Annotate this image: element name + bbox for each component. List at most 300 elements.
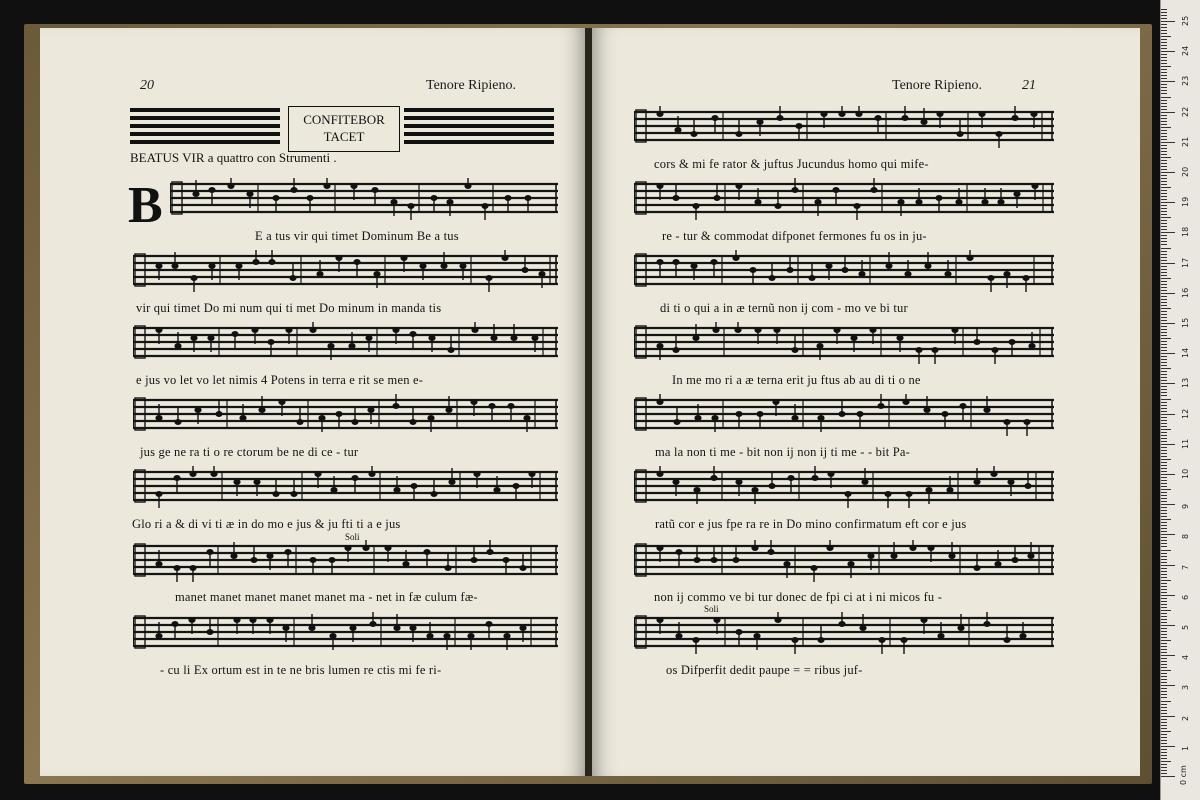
ruler-tick — [1161, 598, 1167, 599]
ruler-tick — [1161, 595, 1175, 596]
ruler-tick — [1161, 540, 1167, 541]
ruler-tick — [1161, 441, 1167, 442]
ruler-tick — [1161, 84, 1167, 85]
ruler-tick — [1161, 260, 1167, 261]
ruler-tick — [1161, 504, 1175, 505]
ruler-tick — [1161, 679, 1167, 680]
ruler-tick — [1161, 640, 1171, 641]
ruler-tick — [1161, 489, 1171, 490]
ruler-tick — [1161, 667, 1167, 668]
ruler-tick — [1161, 673, 1167, 674]
ruler-tick — [1161, 402, 1167, 403]
ruler-tick — [1161, 69, 1167, 70]
ruler-tick — [1161, 574, 1167, 575]
ruler-number: 25 — [1181, 15, 1190, 26]
ruler-tick — [1161, 160, 1167, 161]
ruler-tick — [1161, 356, 1167, 357]
ruler-tick — [1161, 477, 1167, 478]
ruler-tick — [1161, 377, 1167, 378]
ruler-tick — [1161, 619, 1167, 620]
ruler-tick — [1161, 199, 1167, 200]
ruler-tick — [1161, 423, 1167, 424]
ruler-tick — [1161, 166, 1167, 167]
ruler-tick — [1161, 755, 1167, 756]
ruler-tick — [1161, 731, 1171, 732]
music-staff-r1 — [634, 106, 1054, 148]
title-line-2: TACET — [323, 129, 365, 144]
lyric-line-5: Glo ri a & di vi ti æ in do mo e jus & ju fti ti a e jus — [132, 517, 401, 531]
ruler-tick — [1161, 57, 1167, 58]
ruler-tick — [1161, 130, 1167, 131]
title-line-1: CONFITEBOR — [303, 112, 385, 127]
ruler-tick — [1161, 465, 1167, 466]
ruler-tick — [1161, 296, 1167, 297]
ruler-tick — [1161, 556, 1167, 557]
ruler-number: 3 — [1181, 685, 1190, 691]
ruler-tick — [1161, 154, 1167, 155]
ruler-tick — [1161, 646, 1167, 647]
ruler-tick — [1161, 335, 1167, 336]
ruler-tick — [1161, 392, 1167, 393]
ruler-tick — [1161, 438, 1167, 439]
music-staff-3 — [133, 322, 558, 364]
ruler-tick — [1161, 513, 1167, 514]
ruler-tick — [1161, 577, 1167, 578]
music-staff-4 — [133, 394, 558, 436]
ruler-tick — [1161, 722, 1167, 723]
ruler-tick — [1161, 368, 1171, 369]
ruler-tick — [1161, 15, 1167, 16]
ruler-tick — [1161, 456, 1167, 457]
ruler-tick — [1161, 344, 1167, 345]
ruler-tick — [1161, 607, 1167, 608]
ruler-tick — [1161, 163, 1167, 164]
ruler-tick — [1161, 75, 1167, 76]
ruler-tick — [1161, 314, 1167, 315]
ruler-tick — [1161, 643, 1167, 644]
ruler-tick — [1161, 63, 1167, 64]
ruler-tick — [1161, 405, 1167, 406]
ruler-tick — [1161, 483, 1167, 484]
ruler-tick — [1161, 761, 1171, 762]
ruler-tick — [1161, 507, 1167, 508]
ruler-tick — [1161, 450, 1167, 451]
ruler-tick — [1161, 36, 1171, 37]
ruler-tick — [1161, 719, 1167, 720]
ruler-tick — [1161, 417, 1167, 418]
ruler-number: 4 — [1181, 655, 1190, 661]
ruler-tick — [1161, 287, 1167, 288]
ruler-tick — [1161, 510, 1167, 511]
ruler-tick — [1161, 220, 1167, 221]
ruler-tick — [1161, 604, 1167, 605]
ruler-tick — [1161, 380, 1167, 381]
ruler-tick — [1161, 329, 1167, 330]
ruler-tick — [1161, 290, 1167, 291]
ruler-tick — [1161, 269, 1167, 270]
ruler-tick — [1161, 728, 1167, 729]
ruler-tick — [1161, 383, 1175, 384]
ruler-number: 12 — [1181, 408, 1190, 419]
ruler-tick — [1161, 109, 1167, 110]
initial-letter: B — [128, 177, 163, 234]
ruler-tick — [1161, 45, 1167, 46]
ruler-tick — [1161, 229, 1167, 230]
ruler-tick — [1161, 302, 1167, 303]
ruler-tick — [1161, 100, 1167, 101]
ruler-tick — [1161, 115, 1167, 116]
ruler-tick — [1161, 365, 1167, 366]
ruler-tick — [1161, 543, 1167, 544]
ruler-tick — [1161, 637, 1167, 638]
ruler-number: 13 — [1181, 378, 1190, 389]
ruler-tick — [1161, 332, 1167, 333]
ruler-tick — [1161, 737, 1167, 738]
ruler-tick — [1161, 81, 1175, 82]
ruler-number: 24 — [1181, 46, 1190, 57]
lyric-line-4: jus ge ne ra ti o re ctorum be ne di ce - tur — [140, 445, 359, 459]
ruler-number: 5 — [1181, 624, 1190, 630]
ruler-tick — [1161, 78, 1167, 79]
lyric-line-3: e jus vo let vo let nimis 4 Potens in terra e rit se men e- — [136, 373, 424, 387]
ruler-tick — [1161, 27, 1167, 28]
lyric-line-r6: ratũ cor e jus fpe ra re in Do mino confirmatum eft cor e jus — [655, 517, 967, 531]
music-staff-r4 — [634, 322, 1054, 364]
ruler-tick — [1161, 238, 1167, 239]
ruler-tick — [1161, 676, 1167, 677]
ruler-tick — [1161, 740, 1167, 741]
lyric-line-2: vir qui timet Do mi num qui ti met Do minum in manda tis — [136, 301, 442, 315]
ruler-tick — [1161, 743, 1167, 744]
ruler-tick — [1161, 54, 1167, 55]
ruler-tick — [1161, 299, 1167, 300]
ruler-tick — [1161, 758, 1167, 759]
ruler-tick — [1161, 124, 1167, 125]
ruler-number: 20 — [1181, 166, 1190, 177]
ruler-tick — [1161, 704, 1167, 705]
ruler-tick — [1161, 178, 1167, 179]
lyric-line-r3: di ti o qui a in æ ternũ non ij com - mo ve bi tur — [660, 301, 908, 315]
ruler-tick — [1161, 773, 1167, 774]
ruler-number: 11 — [1181, 438, 1190, 449]
ruler-unit-label: 0 cm — [1179, 765, 1188, 785]
ruler-number: 7 — [1181, 564, 1190, 570]
ruler-tick — [1161, 323, 1175, 324]
ruler-tick — [1161, 486, 1167, 487]
ruler-tick — [1161, 670, 1171, 671]
ruler-tick — [1161, 649, 1167, 650]
ruler-tick — [1161, 586, 1167, 587]
ruler-tick — [1161, 583, 1167, 584]
ruler-tick — [1161, 697, 1167, 698]
empty-staff-left — [130, 104, 280, 150]
ruler-tick — [1161, 175, 1167, 176]
ruler-tick — [1161, 196, 1167, 197]
ruler-tick — [1161, 580, 1171, 581]
ruler-number: 14 — [1181, 348, 1190, 359]
ruler-tick — [1161, 139, 1167, 140]
ruler-tick — [1161, 21, 1175, 22]
ruler-tick — [1161, 353, 1175, 354]
ruler-tick — [1161, 226, 1167, 227]
ruler-tick — [1161, 148, 1167, 149]
ruler-tick — [1161, 232, 1175, 233]
ruler-tick — [1161, 386, 1167, 387]
lyric-line-r2: re - tur & commodat difponet fermones fu os in ju- — [662, 229, 927, 243]
ruler-tick — [1161, 93, 1167, 94]
ruler-tick — [1161, 187, 1171, 188]
ruler-tick — [1161, 408, 1167, 409]
ruler-number: 22 — [1181, 106, 1190, 117]
ruler-tick — [1161, 281, 1167, 282]
ruler-tick — [1161, 534, 1175, 535]
ruler-tick — [1161, 589, 1167, 590]
ruler-tick — [1161, 60, 1167, 61]
ruler-tick — [1161, 205, 1167, 206]
ruler-tick — [1161, 414, 1175, 415]
ruler-tick — [1161, 616, 1167, 617]
ruler-tick — [1161, 571, 1167, 572]
page-number: 20 — [140, 78, 154, 93]
ruler-tick — [1161, 713, 1167, 714]
ruler-tick — [1161, 30, 1167, 31]
ruler-tick — [1161, 18, 1167, 19]
ruler-tick — [1161, 429, 1171, 430]
ruler-tick — [1161, 87, 1167, 88]
ruler-number: 23 — [1181, 76, 1190, 87]
ruler-tick — [1161, 320, 1167, 321]
ruler-tick — [1161, 347, 1167, 348]
music-staff-2 — [133, 250, 558, 292]
ruler-tick — [1161, 592, 1167, 593]
ruler-number: 8 — [1181, 534, 1190, 540]
music-staff-r5 — [634, 394, 1054, 436]
ruler-tick — [1161, 308, 1171, 309]
ruler-tick — [1161, 710, 1167, 711]
ruler-tick — [1161, 537, 1167, 538]
ruler-tick — [1161, 338, 1171, 339]
lyric-line-r5: ma la non ti me - bit non ij non ij ti me - - bit Pa- — [655, 445, 911, 459]
ruler-tick — [1161, 622, 1167, 623]
ruler-tick — [1161, 151, 1167, 152]
ruler-tick — [1161, 142, 1175, 143]
ruler-tick — [1161, 746, 1175, 747]
ruler-tick — [1161, 172, 1175, 173]
lyric-line-1: E a tus vir qui timet Dominum Be a tus — [255, 229, 459, 243]
soli-marking: Soli — [704, 604, 719, 614]
ruler-tick — [1161, 447, 1167, 448]
ruler-tick — [1161, 435, 1167, 436]
ruler-tick — [1161, 257, 1167, 258]
ruler-tick — [1161, 326, 1167, 327]
ruler-tick — [1161, 498, 1167, 499]
ruler-tick — [1161, 495, 1167, 496]
ruler-tick — [1161, 516, 1167, 517]
ruler-tick — [1161, 136, 1167, 137]
ruler-tick — [1161, 278, 1171, 279]
ruler-number: 15 — [1181, 317, 1190, 328]
empty-staff-right — [404, 104, 554, 150]
ruler-tick — [1161, 716, 1175, 717]
music-staff-r2 — [634, 178, 1054, 220]
ruler-tick — [1161, 12, 1167, 13]
ruler-number: 18 — [1181, 227, 1190, 238]
ruler-tick — [1161, 770, 1167, 771]
ruler-tick — [1161, 661, 1167, 662]
ruler-tick — [1161, 459, 1171, 460]
ruler-number: 10 — [1181, 468, 1190, 479]
ruler-tick — [1161, 462, 1167, 463]
ruler-tick — [1161, 244, 1167, 245]
ruler-tick — [1161, 305, 1167, 306]
ruler-tick — [1161, 519, 1171, 520]
ruler-tick — [1161, 688, 1167, 689]
ruler-tick — [1161, 652, 1167, 653]
ruler-tick — [1161, 749, 1167, 750]
ruler-tick — [1161, 522, 1167, 523]
running-head: Tenore Ripieno. — [892, 78, 982, 93]
ruler-number: 21 — [1181, 136, 1190, 147]
lyric-line-6: manet manet manet manet manet ma - net in fæ culum fæ- — [175, 590, 478, 604]
ruler-tick — [1161, 51, 1175, 52]
ruler-tick — [1161, 531, 1167, 532]
ruler-tick — [1161, 682, 1167, 683]
ruler-tick — [1161, 254, 1167, 255]
ruler-number: 1 — [1181, 745, 1190, 751]
ruler-tick — [1161, 72, 1167, 73]
ruler-tick — [1161, 528, 1167, 529]
ruler-number: 19 — [1181, 197, 1190, 208]
lyric-line-r7: non ij commo ve bi tur donec de fpi ci at i ni micos fu - — [654, 590, 943, 604]
running-head: Tenore Ripieno. — [426, 78, 516, 93]
ruler-tick — [1161, 208, 1167, 209]
ruler-tick — [1161, 734, 1167, 735]
ruler-tick — [1161, 359, 1167, 360]
ruler-tick — [1161, 248, 1171, 249]
ruler-tick — [1161, 350, 1167, 351]
soli-marking: Soli — [345, 532, 360, 542]
ruler-tick — [1161, 389, 1167, 390]
ruler-tick — [1161, 112, 1175, 113]
ruler-tick — [1161, 471, 1167, 472]
ruler-tick — [1161, 48, 1167, 49]
ruler-number: 6 — [1181, 594, 1190, 600]
ruler-tick — [1161, 211, 1167, 212]
ruler-tick — [1161, 374, 1167, 375]
ruler-tick — [1161, 691, 1167, 692]
music-staff-r3 — [634, 250, 1054, 292]
measurement-ruler — [1160, 0, 1200, 800]
ruler-tick — [1161, 284, 1167, 285]
ruler-tick — [1161, 193, 1167, 194]
ruler-tick — [1161, 634, 1167, 635]
ruler-tick — [1161, 601, 1167, 602]
ruler-tick — [1161, 127, 1171, 128]
ruler-tick — [1161, 118, 1167, 119]
ruler-tick — [1161, 214, 1167, 215]
ruler-tick — [1161, 685, 1175, 686]
ruler-tick — [1161, 658, 1167, 659]
ruler-tick — [1161, 694, 1167, 695]
ruler-tick — [1161, 311, 1167, 312]
ruler-tick — [1161, 559, 1167, 560]
ruler-tick — [1161, 133, 1167, 134]
ruler-tick — [1161, 90, 1167, 91]
ruler-tick — [1161, 317, 1167, 318]
ruler-tick — [1161, 145, 1167, 146]
ruler-tick — [1161, 251, 1167, 252]
ruler-tick — [1161, 103, 1167, 104]
ruler-tick — [1161, 399, 1171, 400]
ruler-tick — [1161, 432, 1167, 433]
ruler-tick — [1161, 550, 1171, 551]
ruler-tick — [1161, 9, 1167, 10]
ruler-tick — [1161, 121, 1167, 122]
title-box — [288, 106, 400, 152]
ruler-tick — [1161, 562, 1167, 563]
ruler-tick — [1161, 169, 1167, 170]
ruler-tick — [1161, 39, 1167, 40]
ruler-tick — [1161, 501, 1167, 502]
ruler-tick — [1161, 610, 1171, 611]
ruler-tick — [1161, 752, 1167, 753]
ruler-tick — [1161, 453, 1167, 454]
ruler-tick — [1161, 492, 1167, 493]
music-staff-6 — [133, 540, 558, 582]
ruler-tick — [1161, 157, 1171, 158]
ruler-tick — [1161, 217, 1171, 218]
ruler-number: 16 — [1181, 287, 1190, 298]
ruler-tick — [1161, 97, 1171, 98]
music-staff-1 — [170, 178, 558, 220]
ruler-tick — [1161, 474, 1175, 475]
ruler-tick — [1161, 568, 1167, 569]
ruler-tick — [1161, 420, 1167, 421]
ruler-tick — [1161, 725, 1167, 726]
ruler-tick — [1161, 565, 1175, 566]
ruler-tick — [1161, 395, 1167, 396]
ruler-tick — [1161, 223, 1167, 224]
music-staff-r7 — [634, 540, 1054, 582]
ruler-tick — [1161, 24, 1167, 25]
ruler-tick — [1161, 480, 1167, 481]
ruler-tick — [1161, 525, 1167, 526]
ruler-tick — [1161, 426, 1167, 427]
ruler-tick — [1161, 707, 1167, 708]
ruler-tick — [1161, 190, 1167, 191]
lyric-line-r4: In me mo ri a æ terna erit ju ftus ab au di ti o ne — [672, 373, 921, 387]
ruler-tick — [1161, 613, 1167, 614]
ruler-tick — [1161, 202, 1175, 203]
ruler-number: 9 — [1181, 504, 1190, 510]
ruler-number: 17 — [1181, 257, 1190, 268]
ruler-tick — [1161, 631, 1167, 632]
ruler-tick — [1161, 33, 1167, 34]
piece-heading: BEATUS VIR a quattro con Strumenti . — [130, 150, 337, 165]
ruler-tick — [1161, 181, 1167, 182]
ruler-tick — [1161, 266, 1167, 267]
ruler-tick — [1161, 625, 1175, 626]
ruler-tick — [1161, 468, 1167, 469]
ruler-tick — [1161, 66, 1171, 67]
ruler-tick — [1161, 628, 1167, 629]
ruler-tick — [1161, 553, 1167, 554]
ruler-tick — [1161, 106, 1167, 107]
ruler-tick — [1161, 341, 1167, 342]
ruler-tick — [1161, 764, 1167, 765]
music-staff-5 — [133, 466, 558, 508]
page-number: 21 — [1022, 78, 1036, 93]
